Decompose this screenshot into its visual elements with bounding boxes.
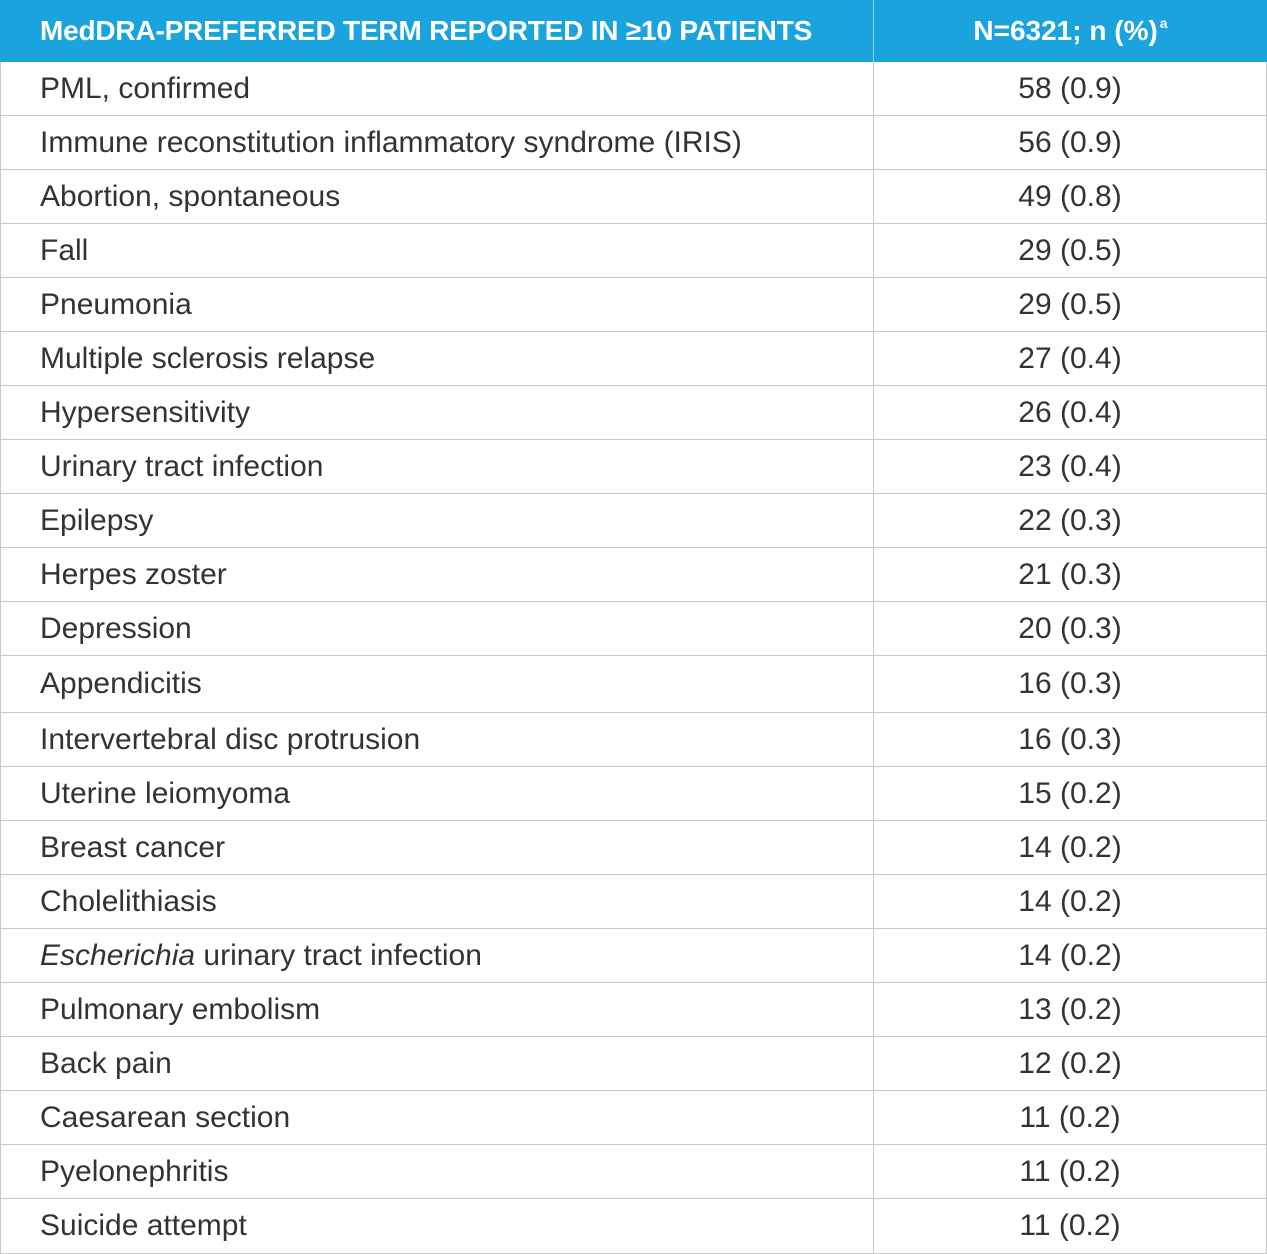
row-value-cell xyxy=(874,494,1266,547)
row-term-cell xyxy=(1,494,874,547)
row-value-cell xyxy=(874,386,1266,439)
row-term-cell xyxy=(1,224,874,277)
row-term-text: Immune reconstitution inflammatory syndrome (IRIS) xyxy=(40,125,742,159)
table-row xyxy=(0,875,1267,929)
row-term-text: Fall xyxy=(40,233,89,267)
row-term-cell xyxy=(1,767,874,820)
row-term-text: Intervertebral disc protrusion xyxy=(40,722,421,756)
row-term-cell xyxy=(1,332,874,385)
row-value-text: 16 (0.3) xyxy=(1018,722,1122,756)
table-header xyxy=(0,0,1267,62)
row-term-cell xyxy=(1,1037,874,1090)
row-term-text: Hypersensitivity xyxy=(40,395,251,429)
row-value-text: 26 (0.4) xyxy=(1018,395,1122,429)
table-row xyxy=(0,821,1267,875)
row-value-cell xyxy=(874,656,1266,712)
table-row xyxy=(0,386,1267,440)
row-term-cell xyxy=(1,1199,874,1253)
row-value-text: 13 (0.2) xyxy=(1018,992,1122,1026)
row-value-text: 14 (0.2) xyxy=(1018,830,1122,864)
header-value-label: N=6321; n (%) xyxy=(973,15,1158,46)
row-value-text: 21 (0.3) xyxy=(1018,557,1122,591)
row-value-cell xyxy=(874,713,1266,766)
table-row xyxy=(0,656,1267,713)
row-term-text: Suicide attempt xyxy=(40,1209,247,1242)
row-term-text: Abortion, spontaneous xyxy=(40,179,341,213)
row-term-text: Multiple sclerosis relapse xyxy=(40,341,376,375)
row-value-text: 27 (0.4) xyxy=(1018,341,1122,375)
row-value-text: 49 (0.8) xyxy=(1018,179,1122,213)
row-term-cell xyxy=(1,548,874,601)
row-value-cell xyxy=(874,332,1266,385)
row-term-italic: Escherichia xyxy=(40,938,196,972)
row-value-cell xyxy=(874,821,1266,874)
table-row xyxy=(0,332,1267,386)
row-value-text: 58 (0.9) xyxy=(1018,71,1122,105)
table-row xyxy=(0,278,1267,332)
table-row xyxy=(0,440,1267,494)
row-term-cell xyxy=(1,713,874,766)
row-value-text: 14 (0.2) xyxy=(1018,938,1122,972)
row-value-text: 12 (0.2) xyxy=(1018,1046,1122,1080)
row-value-cell xyxy=(874,1199,1266,1253)
row-term-cell xyxy=(1,62,874,115)
table-row xyxy=(0,767,1267,821)
row-value-cell xyxy=(874,440,1266,493)
table-row xyxy=(0,116,1267,170)
row-term-cell xyxy=(1,602,874,655)
row-term-text: Pyelonephritis xyxy=(40,1154,229,1188)
row-term-cell xyxy=(1,386,874,439)
row-value-cell xyxy=(874,548,1266,601)
row-term-text: Breast cancer xyxy=(40,830,226,864)
row-value-cell xyxy=(874,224,1266,277)
table-row xyxy=(0,494,1267,548)
row-value-cell xyxy=(874,602,1266,655)
row-value-text: 23 (0.4) xyxy=(1018,449,1122,483)
row-value-cell xyxy=(874,875,1266,928)
row-term-text: Herpes zoster xyxy=(40,557,227,591)
row-value-cell xyxy=(874,767,1266,820)
row-value-cell xyxy=(874,170,1266,223)
row-value-cell xyxy=(874,983,1266,1036)
row-term-text: Epilepsy xyxy=(40,503,154,537)
row-value-cell xyxy=(874,1037,1266,1090)
row-term-cell xyxy=(1,278,874,331)
row-value-text: 29 (0.5) xyxy=(1018,233,1122,267)
row-term-text: Uterine leiomyoma xyxy=(40,776,291,810)
row-value-cell xyxy=(874,1091,1266,1144)
row-term-cell xyxy=(1,875,874,928)
row-term-text: Depression xyxy=(40,611,192,645)
row-value-cell xyxy=(874,1145,1266,1198)
row-term-text: Cholelithiasis xyxy=(40,884,217,918)
table-row xyxy=(0,602,1267,656)
row-term-cell xyxy=(1,1145,874,1198)
row-value-cell xyxy=(874,62,1266,115)
table-body xyxy=(0,62,1267,1254)
row-term-cell xyxy=(1,656,874,712)
table-row xyxy=(0,62,1267,116)
table-row xyxy=(0,983,1267,1037)
row-term-cell xyxy=(1,116,874,169)
header-value-column xyxy=(874,0,1267,62)
row-term-cell xyxy=(1,1091,874,1144)
table-row xyxy=(0,224,1267,278)
table-row xyxy=(0,713,1267,767)
table-row xyxy=(0,1199,1267,1254)
row-term-cell xyxy=(1,440,874,493)
row-term-text: urinary tract infection xyxy=(203,938,482,972)
row-term-text: PML, confirmed xyxy=(40,71,251,105)
row-value-text: 15 (0.2) xyxy=(1018,776,1122,810)
row-term-text: Pneumonia xyxy=(40,287,192,321)
row-value-cell xyxy=(874,116,1266,169)
table-row xyxy=(0,548,1267,602)
table-row xyxy=(0,1091,1267,1145)
row-term-text: Urinary tract infection xyxy=(40,449,324,483)
table-row xyxy=(0,1037,1267,1091)
row-value-text: 56 (0.9) xyxy=(1018,125,1122,159)
row-term-text: Appendicitis xyxy=(40,667,202,700)
row-value-cell xyxy=(874,278,1266,331)
row-value-text: 11 (0.2) xyxy=(1019,1209,1121,1242)
row-term-cell xyxy=(1,821,874,874)
header-term-label: MedDRA-PREFERRED TERM REPORTED IN ≥10 PATIENTS xyxy=(40,15,813,46)
row-term-cell xyxy=(1,170,874,223)
table-row xyxy=(0,170,1267,224)
header-term-column xyxy=(0,0,874,62)
table-row xyxy=(0,1145,1267,1199)
row-value-cell xyxy=(874,929,1266,982)
header-footnote-marker: a xyxy=(1159,15,1168,31)
row-value-text: 11 (0.2) xyxy=(1019,1100,1121,1134)
row-term-text: Caesarean section xyxy=(40,1100,291,1134)
row-term-cell xyxy=(1,983,874,1036)
table-row xyxy=(0,929,1267,983)
row-value-text: 29 (0.5) xyxy=(1018,287,1122,321)
row-value-text: 20 (0.3) xyxy=(1018,611,1122,645)
row-value-text: 14 (0.2) xyxy=(1018,884,1122,918)
row-term-text: Pulmonary embolism xyxy=(40,992,321,1026)
row-term-cell xyxy=(1,929,874,982)
row-term-text: Back pain xyxy=(40,1046,172,1080)
row-value-text: 16 (0.3) xyxy=(1018,667,1122,700)
row-value-text: 11 (0.2) xyxy=(1019,1154,1121,1188)
row-value-text: 22 (0.3) xyxy=(1018,503,1122,537)
